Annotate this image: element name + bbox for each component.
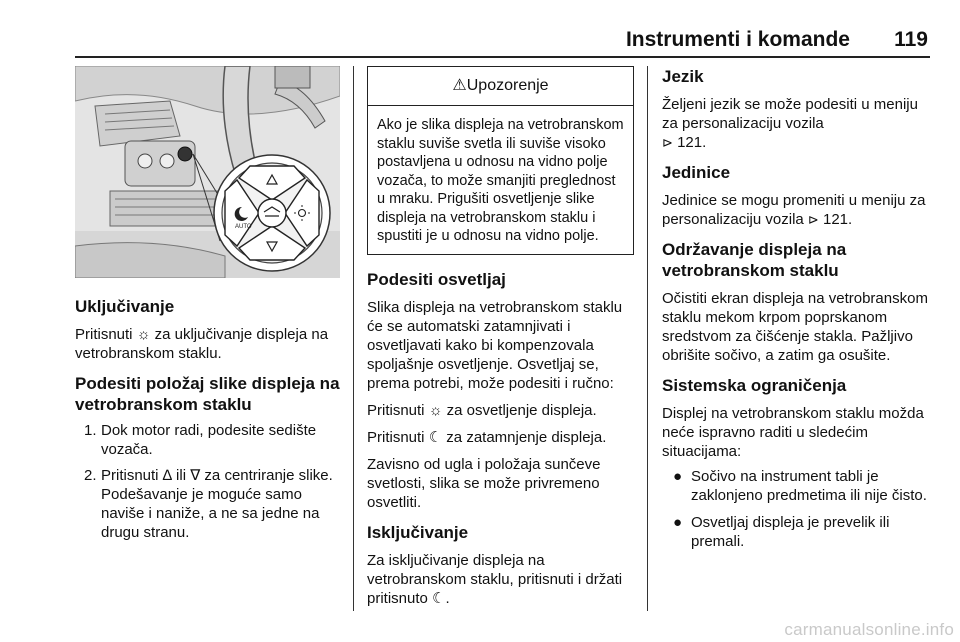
text-moon: Pritisnuti ☾ za zatamnjenje displeja. bbox=[367, 428, 607, 446]
list-item: 2. Pritisnuti ∆ ili ∇ za centriranje slike. Podešavanje je moguće samo naviše i naniže, a ne sa jedne na drugu stranu. bbox=[84, 467, 333, 541]
column-divider-1 bbox=[353, 66, 354, 611]
list-item: ● Osvetljaj displeja je prevelik ili premali. bbox=[673, 514, 890, 550]
column-left bbox=[75, 66, 340, 549]
triangle-down-icon: ∇ bbox=[190, 467, 201, 484]
text-sun: Pritisnuti ☼ za osvetljenje displeja. bbox=[367, 401, 597, 419]
warning-icon: ⚠ bbox=[452, 77, 467, 94]
heading-osvetljaj: Podesiti osvetljaj bbox=[367, 269, 506, 289]
heading-ogranicenja: Sistemska ograničenja bbox=[662, 376, 847, 395]
dashboard-drawing bbox=[75, 66, 340, 278]
bullet-icon: ● bbox=[673, 468, 683, 485]
heading-ukljucivanje: Uključivanje bbox=[75, 297, 175, 316]
heading-jezik: Jezik bbox=[662, 67, 704, 86]
column-divider-2 bbox=[647, 66, 648, 611]
sun-icon: ☼ bbox=[136, 326, 151, 343]
list-item: 1. Dok motor radi, podesite sedište vozača. bbox=[84, 422, 317, 458]
bullet-icon: ● bbox=[673, 514, 683, 531]
watermark: carmanualsonline.info bbox=[784, 620, 954, 639]
svg-text:AUTO: AUTO bbox=[235, 224, 252, 230]
heading-jedinice: Jedinice bbox=[662, 163, 731, 182]
chapter-title: Instrumenti i komande bbox=[625, 28, 850, 51]
warning-box bbox=[367, 66, 634, 255]
moon-icon: ☾ bbox=[428, 428, 443, 446]
warning-header: ⚠Upozorenje bbox=[368, 67, 633, 106]
heading-iskljucivanje: Isključivanje bbox=[367, 522, 469, 542]
text-osvetljaj: Slika displeja na vetrobranskom staklu će se automatski zatamnjivati i osvetljavati kako bi kompenzovala spoljašnje osvetljenje. Osvetljaj se, prema potrebi, može podesiti i ručno: bbox=[367, 298, 623, 392]
moon-icon: ☾ bbox=[432, 589, 446, 607]
limitations-list bbox=[662, 467, 930, 551]
text-jedinice: Jedinice se mogu promeniti u meniju za personalizaciju vozila ⊳ 121. bbox=[662, 192, 926, 228]
sun-icon: ☼ bbox=[428, 401, 443, 419]
column-middle bbox=[367, 66, 634, 608]
text-jezik: Željeni jezik se može podesiti u meniju za personalizaciju vozila ⊳ 121. bbox=[662, 96, 918, 151]
page-header bbox=[75, 18, 930, 58]
heading-polozaj: Podesiti položaj slike displeja na vetrobranskom staklu bbox=[75, 374, 340, 414]
warning-text: Ako je slika displeja na vetrobranskom staklu suviše svetla ili suviše visoko postavljena u odnosu na vidno polje vozača, to može smanjiti preglednost u mraku. Prigušiti osvetljenje slike displeja na vetrobranskom staklu i spustiti je u odnosu na vidno polje. bbox=[377, 117, 624, 244]
text-ugao: Zavisno od ugla i položaja sunčeve svetlosti, slika se može privremeno osvetliti. bbox=[367, 455, 601, 511]
steps-list bbox=[75, 421, 340, 542]
column-right bbox=[662, 66, 930, 559]
hud-control-illustration bbox=[75, 66, 340, 278]
heading-odrzavanje: Održavanje displeja na vetrobranskom staklu bbox=[662, 240, 847, 280]
page-ref-icon: ⊳ bbox=[662, 135, 673, 150]
page-number: 119 bbox=[894, 28, 928, 51]
text-ukljucivanje: Pritisnuti ☼ za uključivanje displeja na vetrobranskom staklu. bbox=[75, 326, 329, 362]
list-item: ● Sočivo na instrument tabli je zaklonjeno predmetima ili nije čisto. bbox=[673, 468, 927, 504]
triangle-up-icon: ∆ bbox=[162, 467, 172, 484]
text-ogranicenja: Displej na vetrobranskom staklu možda neće ispravno raditi u sledećim situacijama: bbox=[662, 405, 924, 460]
text-odrzavanje: Očistiti ekran displeja na vetrobranskom staklu mekom krpom poprskanom sredstvom za čišćenje stakla. Pažljivo obrišite sočivo, a zatim ga osušite. bbox=[662, 290, 928, 364]
text-iskljucivanje: Za isključivanje displeja na vetrobranskom staklu, pritisnuti i držati pritisnuto ☾. bbox=[367, 551, 623, 607]
page-ref-icon: ⊳ bbox=[807, 212, 819, 227]
